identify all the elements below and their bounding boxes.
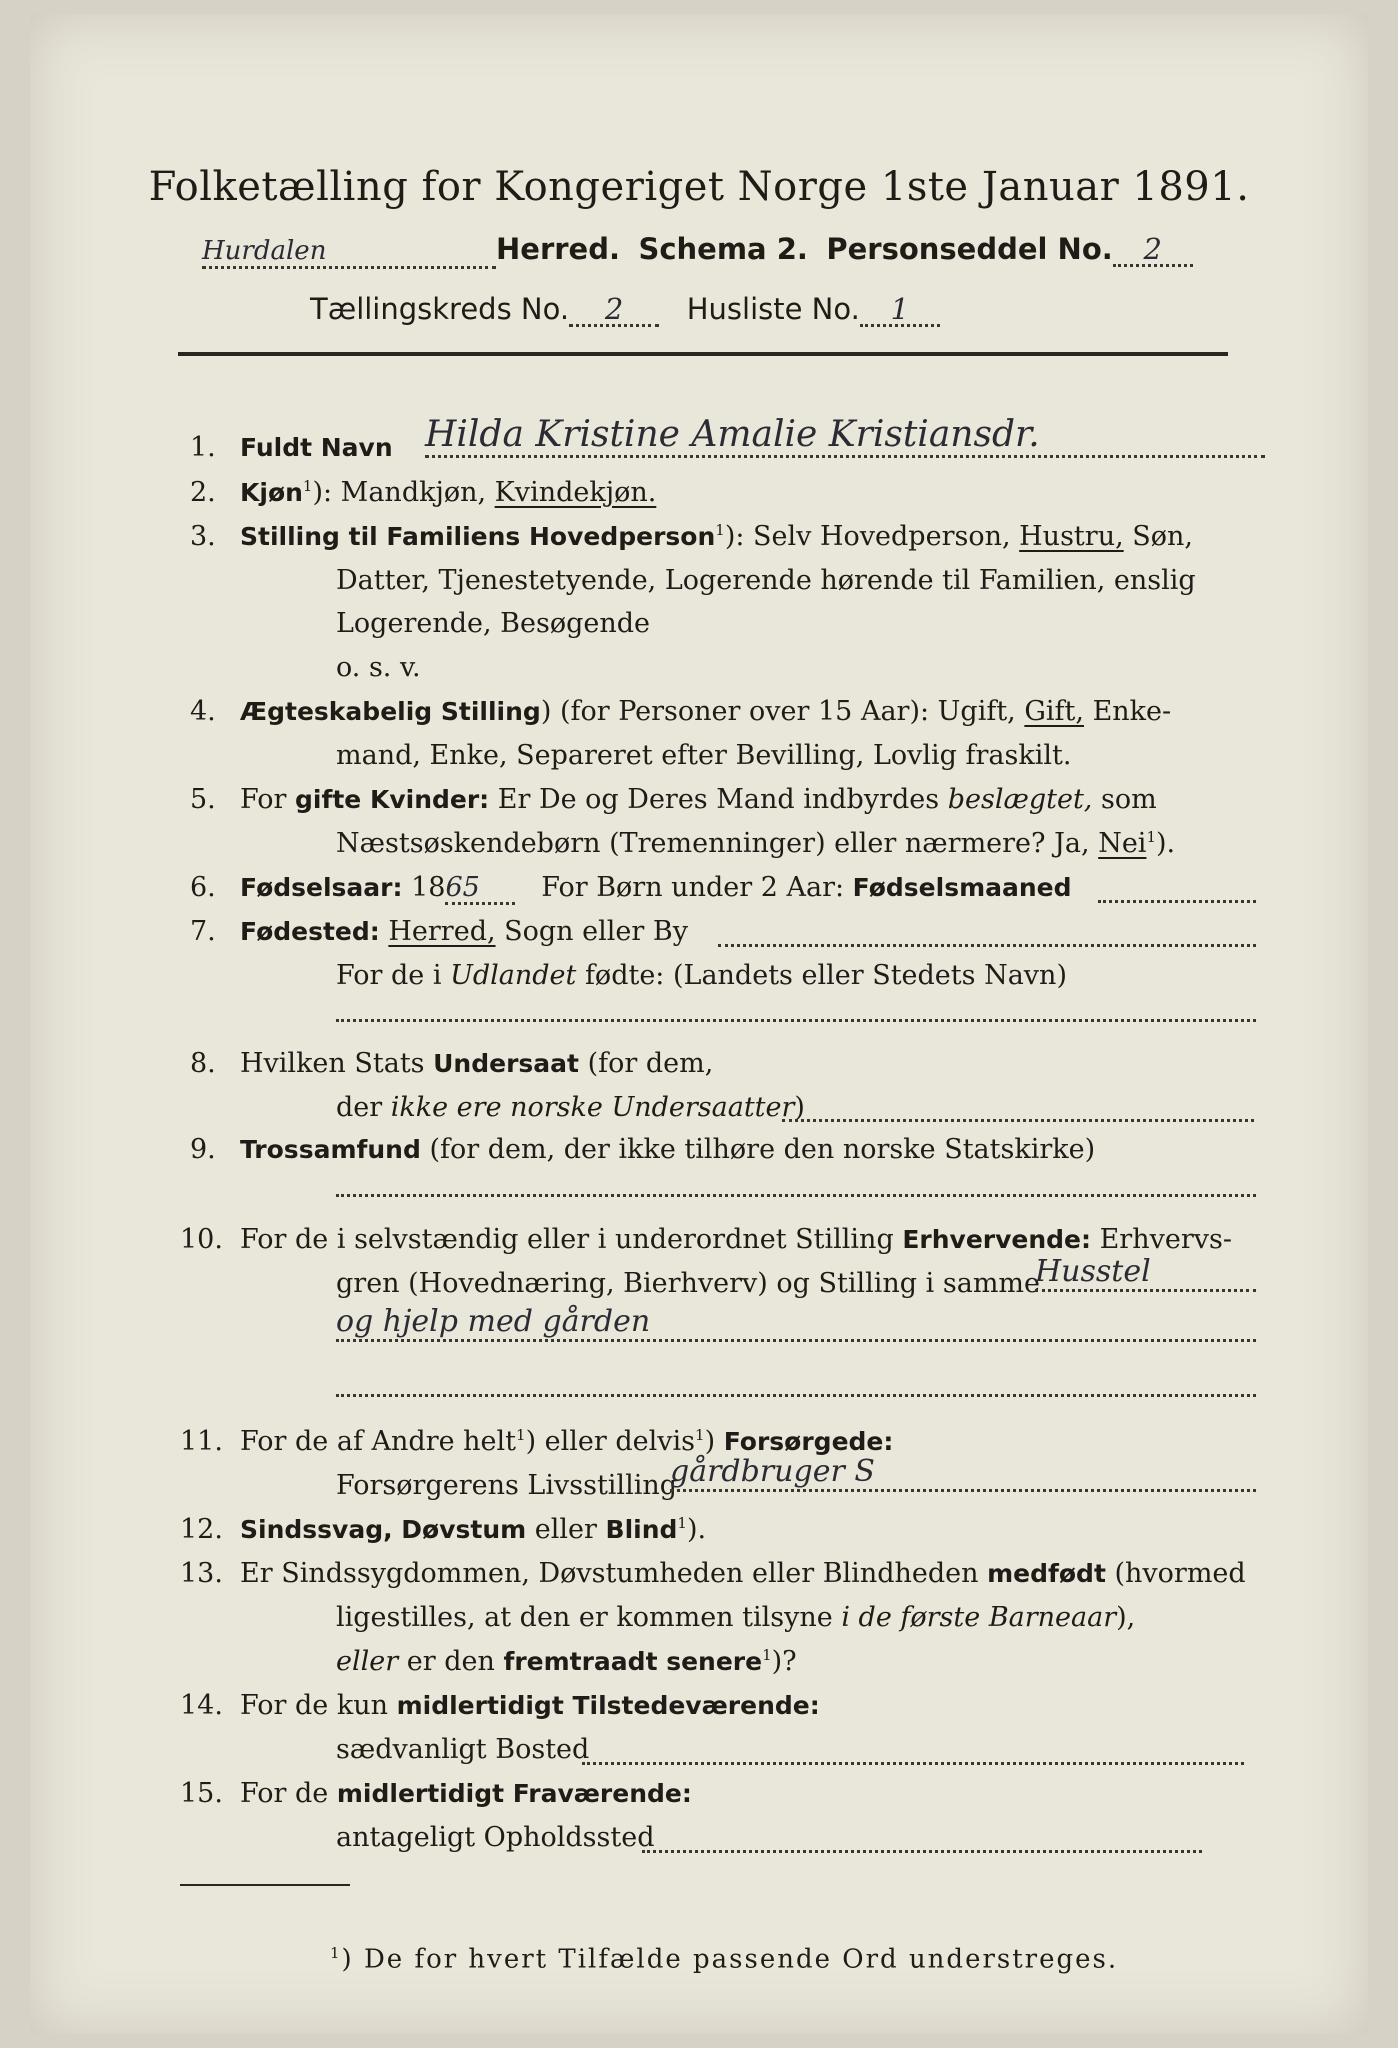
- q3-number: 3.: [190, 521, 216, 552]
- q13-line2: ligestilles, at den er kommen tilsyne i de første Barneaar),: [336, 1602, 1136, 1633]
- footnote-rule: [180, 1884, 350, 1886]
- q3-row: Stilling til Familiens Hovedperson$^1$): Selv Hovedperson, Hustru, Søn,: [240, 521, 1193, 552]
- q15-line2: antageligt Opholdssted: [336, 1822, 655, 1853]
- q8-row: Hvilken Stats Undersaat (for dem,: [240, 1048, 714, 1079]
- q2-number: 2.: [190, 477, 216, 508]
- q3-selected-hustru: Hustru,: [1019, 521, 1124, 552]
- q5-selected-nei: Nei: [1098, 828, 1147, 859]
- herred-value: Hurdalen: [202, 236, 496, 269]
- q10-extra-field: [336, 1394, 1256, 1397]
- q1-row: [240, 432, 393, 463]
- q6-number: 6.: [190, 872, 216, 903]
- q7-line2: For de i Udlandet fødte: (Landets eller Stedets Navn): [336, 960, 1067, 991]
- header-divider: [178, 352, 1228, 356]
- q9-number: 9.: [190, 1134, 216, 1165]
- q12-row: Sindssvag, Døvstum eller Blind$^1$).: [240, 1514, 707, 1545]
- q14-row: For de kun midlertidigt Tilstedeværende:: [240, 1690, 820, 1721]
- q14-number: 14.: [180, 1690, 223, 1721]
- q10-occupation-value1: Husstel: [1035, 1254, 1256, 1292]
- q7-label: Fødested:: [240, 917, 380, 946]
- q10-line2: gren (Hovednæring, Bierhverv) og Stilling i samme: [336, 1268, 1041, 1299]
- q7-birthplace-field: [718, 944, 1256, 947]
- kreds-label: Tællingskreds No.: [310, 292, 570, 326]
- q9-row: Trossamfund (for dem, der ikke tilhøre den norske Statskirke): [240, 1134, 1096, 1165]
- q3-line3: Logerende, Besøgende: [336, 608, 650, 639]
- q7-row: Fødested: Herred, Sogn eller By: [240, 916, 688, 947]
- q2-selected-kvindekjon: Kvindekjøn.: [494, 477, 657, 508]
- q7-number: 7.: [190, 916, 216, 947]
- q15-number: 15.: [180, 1778, 223, 1809]
- kreds-value: 2: [569, 294, 659, 327]
- q1-number: 1.: [190, 432, 216, 463]
- q6-label: Fødselsaar:: [240, 873, 403, 902]
- header-herred-line: [202, 232, 1193, 269]
- personseddel-value: 2: [1113, 234, 1193, 267]
- q4-row: Ægteskabelig Stilling) (for Personer over 15 Aar): Ugift, Gift, Enke-: [240, 696, 1172, 727]
- q2-label: Kjøn: [240, 478, 303, 507]
- q4-line2: mand, Enke, Separeret efter Bevilling, Lovlig fraskilt.: [336, 740, 1072, 771]
- census-form: [30, 14, 1368, 2034]
- q4-number: 4.: [190, 696, 216, 727]
- q6-row: Fødselsaar: 1865 For Børn under 2 Aar: Fødselsmaaned: [240, 872, 1072, 903]
- q6-birthyear-value: 65: [445, 874, 515, 905]
- q8-field: [782, 1119, 1254, 1122]
- q4-label: Ægteskabelig Stilling: [240, 697, 541, 726]
- q5-line2: Næstsøskendebørn (Tremenninger) eller nærmere? Ja, Nei$^1$).: [336, 828, 1176, 859]
- q7-foreign-field: [336, 1019, 1256, 1022]
- husliste-value: 1: [860, 294, 940, 327]
- q13-number: 13.: [180, 1558, 223, 1589]
- footnote: $^1$) De for hvert Tilfælde passende Ord understreges.: [330, 1944, 1119, 1975]
- q1-name-value: Hilda Kristine Amalie Kristiansdr.: [425, 414, 1265, 458]
- personseddel-label: Personseddel No.: [826, 232, 1113, 266]
- q13-row: Er Sindssygdommen, Døvstumheden eller Blindheden medfødt (hvormed: [240, 1558, 1246, 1589]
- q1-label: Fuldt Navn: [240, 433, 393, 462]
- q4-selected-gift: Gift,: [1024, 696, 1084, 727]
- schema-label: Schema 2.: [638, 232, 808, 266]
- q11-line2: Forsørgerens Livsstilling: [336, 1470, 678, 1501]
- q10-occupation-value2: og hjelp med gården: [336, 1304, 1256, 1342]
- q12-number: 12.: [180, 1514, 223, 1545]
- q6-month-field: [1098, 900, 1256, 903]
- q5-row: For gifte Kvinder: Er De og Deres Mand indbyrdes beslægtet, som: [240, 784, 1157, 815]
- q14-field: [582, 1762, 1244, 1765]
- q3-label: Stilling til Familiens Hovedperson: [240, 522, 716, 551]
- header-kreds-line: [310, 292, 940, 327]
- q15-row: For de midlertidigt Fraværende:: [240, 1778, 692, 1809]
- herred-label: Herred.: [496, 232, 620, 266]
- q15-field: [642, 1850, 1202, 1853]
- q10-number: 10.: [180, 1224, 223, 1255]
- q3-line2: Datter, Tjenestetyende, Logerende hørende til Familien, enslig: [336, 565, 1196, 596]
- form-title: Folketælling for Kongeriget Norge 1ste Januar 1891.: [148, 164, 1250, 210]
- q8-line2: der ikke ere norske Undersaatter): [336, 1092, 805, 1123]
- q3-line4: o. s. v.: [336, 652, 421, 683]
- q9-field: [336, 1194, 1256, 1197]
- q2-row: Kjøn$^1$): Mandkjøn, Kvindekjøn.: [240, 477, 657, 508]
- q7-selected-herred: Herred,: [388, 916, 496, 947]
- q13-line3: eller er den fremtraadt senere$^1$)?: [336, 1646, 797, 1677]
- husliste-label: Husliste No.: [686, 292, 860, 326]
- q11-provider-value: gårdbruger S: [670, 1454, 1256, 1492]
- q10-row: For de i selvstændig eller i underordnet Stilling Erhvervende: Erhvervs-: [240, 1224, 1232, 1255]
- q11-row: For de af Andre helt$^1$) eller delvis$^1$) Forsørgede:: [240, 1426, 894, 1457]
- q14-line2: sædvanligt Bosted: [336, 1734, 590, 1765]
- q5-number: 5.: [190, 784, 216, 815]
- q8-number: 8.: [190, 1048, 216, 1079]
- q11-number: 11.: [180, 1426, 223, 1457]
